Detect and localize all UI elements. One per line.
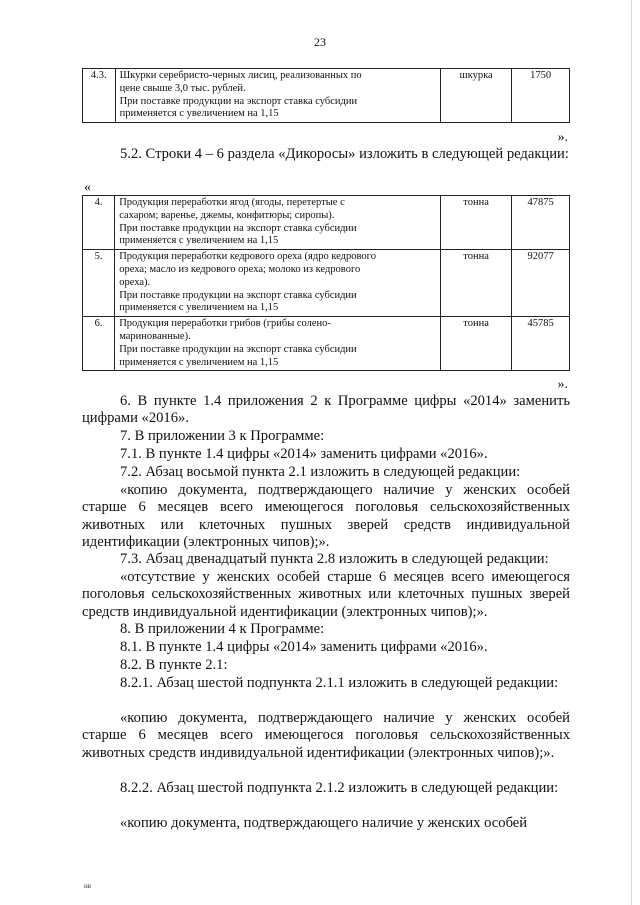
description-line: При поставке продукции на экспорт ставка субсидии	[119, 289, 357, 301]
row-value: 47875	[512, 196, 570, 250]
description-line: Продукция переработки грибов (грибы солено-	[119, 318, 331, 330]
closing-quote: ».	[557, 130, 568, 145]
closing-quote: ».	[557, 377, 568, 392]
scan-edge-line	[631, 0, 632, 905]
page-number: 23	[314, 35, 326, 49]
description-line: применяется с увеличением на 1,15	[119, 356, 279, 368]
description-line: применяется с увеличением на 1,15	[119, 108, 279, 120]
paragraph-8: 8. В приложении 4 к Программе:	[120, 621, 325, 637]
row-value: 45785	[512, 317, 570, 371]
table-fur-subsidy	[82, 68, 570, 123]
row-value: 92077	[512, 250, 570, 317]
paragraph-6: 6. В пункте 1.4 приложения 2 к Программе цифры «2014» заменить цифрами «2016».	[82, 393, 570, 427]
description-line: При поставке продукции на экспорт ставка субсидии	[119, 95, 358, 107]
row-unit: тонна	[441, 317, 512, 371]
paragraph-8-2-1: 8.2.1. Абзац шестой подпункта 2.1.1 изложить в следующей редакции:	[120, 675, 559, 691]
paragraph-7-3-quote: «отсутствие у женских особей старше 6 месяцев всего имеющегося поголовья сельскохозяйственных животных или клеточных пушных зверей средств индивидуальной идентификации (электронных чипов);».	[82, 569, 570, 620]
row-number: 4.	[83, 196, 115, 250]
paragraph-8-2-2: 8.2.2. Абзац шестой подпункта 2.1.2 изложить в следующей редакции:	[120, 780, 559, 796]
description-line: сахаром; варенье, джемы, конфитюры; сиропы).	[119, 209, 335, 221]
paragraph-7-2: 7.2. Абзац восьмой пункта 2.1 изложить в следующей редакции:	[120, 464, 521, 480]
description-line: применяется с увеличением на 1,15	[119, 302, 279, 314]
description-line: Продукция переработки ягод (ягоды, перетертые с	[119, 197, 345, 208]
table-row	[83, 69, 570, 123]
row-unit: шкурка	[440, 69, 512, 123]
paragraph-8-2: 8.2. В пункте 2.1:	[120, 657, 228, 673]
paragraph-7: 7. В приложении 3 к Программе:	[120, 428, 325, 444]
row-number: 4.3.	[83, 69, 116, 123]
description-line: ореха; масло из кедрового ореха; молоко из кедрового	[119, 263, 361, 275]
description-line: цене свыше 3,0 тыс. рублей.	[119, 82, 246, 94]
table-row	[83, 196, 570, 250]
description-line: ореха).	[119, 276, 151, 288]
paragraph-7-3: 7.3. Абзац двенадцатый пункта 2.8 изложить в следующей редакции:	[120, 551, 549, 567]
description-line: применяется с увеличением на 1,15	[119, 235, 279, 247]
row-description	[115, 196, 441, 250]
footer-mark: нв	[84, 882, 92, 890]
table-row	[83, 250, 570, 317]
description-line: маринованные).	[119, 330, 191, 342]
row-value: 1750	[512, 69, 570, 123]
row-description	[115, 317, 441, 371]
row-unit: тонна	[441, 250, 512, 317]
row-number: 5.	[83, 250, 115, 317]
row-description	[115, 69, 440, 123]
paragraph-7-2-quote: «копию документа, подтверждающего наличие у женских особей старше 6 месяцев всего имеющегося поголовья сельскохозяйственных животных или клеточных пушных зверей средств индивидуальной идентификации (электронных чипов);».	[82, 482, 570, 551]
opening-quote: «	[84, 180, 91, 195]
description-line: Продукция переработки кедрового ореха (ядро кедрового	[119, 251, 376, 263]
paragraph-5-2: 5.2. Строки 4 – 6 раздела «Дикоросы» изложить в следующей редакции:	[120, 146, 569, 162]
description-line: При поставке продукции на экспорт ставка субсидии	[119, 222, 357, 234]
description-line: При поставке продукции на экспорт ставка субсидии	[119, 343, 357, 355]
description-line: Шкурки серебристо-черных лисиц, реализованных по	[119, 70, 362, 81]
paragraph-8-1: 8.1. В пункте 1.4 цифры «2014» заменить цифрами «2016».	[120, 639, 488, 655]
row-number: 6.	[83, 317, 115, 371]
paragraph-8-2-2-quote: «копию документа, подтверждающего наличие у женских особей	[120, 815, 528, 831]
row-description	[115, 250, 441, 317]
table-row	[83, 317, 570, 371]
table-wild-plants	[82, 195, 570, 371]
row-unit: тонна	[441, 196, 512, 250]
paragraph-7-1: 7.1. В пункте 1.4 цифры «2014» заменить цифрами «2016».	[120, 446, 488, 462]
paragraph-8-2-1-quote: «копию документа, подтверждающего наличие у женских особей старше 6 месяцев всего имеющегося поголовья сельскохозяйственных животных средств индивидуальной идентификации (электронных чипов);».	[82, 710, 570, 761]
